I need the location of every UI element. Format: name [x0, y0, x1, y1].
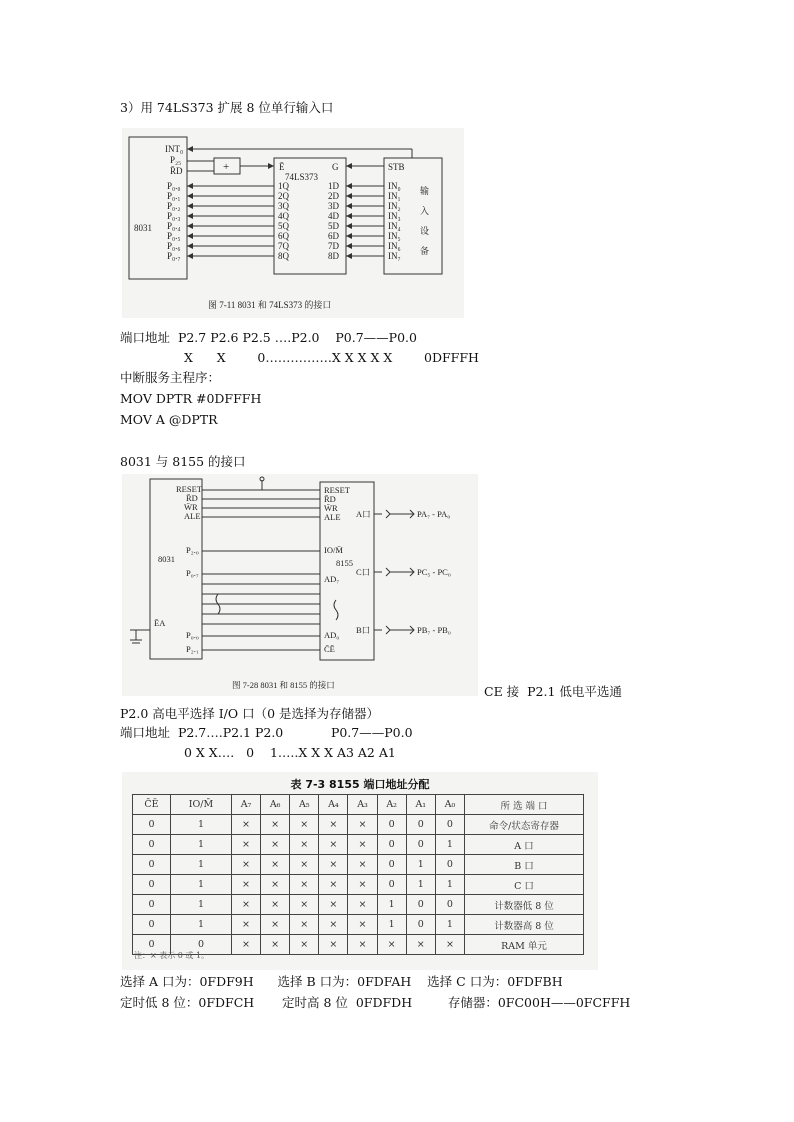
table-cell: × [348, 815, 377, 835]
table-cell: × [231, 815, 260, 835]
heading-8155: 8031 与 8155 的接口 [120, 454, 246, 469]
pin-label: P₀.₀ [167, 181, 181, 191]
port-label: B口 [356, 625, 371, 635]
table-cell: × [261, 895, 290, 915]
header-cell: A₆ [261, 795, 290, 815]
select-line-1: 选择 A 口为：0FDF9H 选择 B 口为：0FDFAH 选择 C 口为：0FDFBH [120, 974, 563, 989]
table-cell: 0 [406, 915, 435, 935]
table-cell: 1 [170, 855, 231, 875]
table-cell: × [406, 935, 435, 955]
table-cell: 0 [406, 835, 435, 855]
device-pin: IN₅ [388, 231, 401, 241]
table-cell: 计数器低 8 位 [465, 895, 584, 915]
table-cell: 0 [377, 815, 406, 835]
pin-label: P₀.₅ [167, 231, 181, 241]
table-cell: × [231, 895, 260, 915]
latch-pin: 4Q [278, 211, 289, 221]
pin-label: P₀.₃ [167, 211, 181, 221]
device-pin: IN₇ [388, 251, 401, 261]
table-cell: × [377, 935, 406, 955]
table-cell: × [290, 835, 319, 855]
latch-pin: 7D [328, 241, 339, 251]
table-cell: × [261, 875, 290, 895]
pin-label: P₀.₆ [167, 241, 181, 251]
port-address-line-3: 端口地址 P2.7….P2.1 P2.0 P0.7——P0.0 [120, 725, 413, 740]
pin-label: R̄D [170, 166, 183, 176]
chip-pin: R̄D [324, 494, 336, 504]
pin-label: INT₀ [165, 144, 184, 154]
header-cell: A₂ [377, 795, 406, 815]
mcu-label-2: 8031 [158, 554, 175, 564]
latch-pin: 6Q [278, 231, 289, 241]
latch-pin: 8Q [278, 251, 289, 261]
table-cell: 1 [435, 835, 464, 855]
port-address-line-4: 0 X X…. 0 1…..X X X A3 A2 A1 [184, 745, 396, 760]
select-line-2: 定时低 8 位：0FDFCH 定时高 8 位 0FDFDH 存储器：0FC00H——0FCFFH [120, 995, 631, 1010]
device-label: 备 [420, 246, 430, 256]
device-pin: IN₃ [388, 211, 401, 221]
table-title: 表 7-3 8155 端口地址分配 [290, 778, 430, 791]
table-cell: 1 [377, 895, 406, 915]
device-label: 入 [420, 206, 430, 216]
table-cell: × [290, 935, 319, 955]
table-cell: × [231, 835, 260, 855]
pin-label: R̄D [186, 493, 198, 503]
table-cell: × [348, 855, 377, 875]
table-cell: 0 [133, 835, 171, 855]
table-cell: × [290, 895, 319, 915]
table-row [133, 875, 584, 895]
latch-pin: 6D [328, 231, 339, 241]
device-pin: IN₆ [388, 241, 401, 251]
ce-note: CE 接 P2.1 低电平选通 [484, 684, 622, 699]
figure-2-caption: 图 7-28 8031 和 8155 的接口 [232, 680, 335, 690]
table-cell: 0 [133, 935, 171, 955]
table-cell: × [290, 855, 319, 875]
header-cell: C̄Ē [133, 795, 171, 815]
table-cell: 0 [377, 875, 406, 895]
device-label: 输 [420, 186, 430, 196]
isr-title: 中断服务主程序： [120, 370, 221, 385]
table-cell: × [319, 935, 348, 955]
address-table [132, 794, 584, 955]
header-cell: A₄ [319, 795, 348, 815]
table-cell: 1 [170, 815, 231, 835]
latch-pin: 5Q [278, 221, 289, 231]
table-cell: × [319, 815, 348, 835]
table-cell: 0 [435, 855, 464, 875]
table-cell: × [348, 935, 377, 955]
table-cell: × [290, 815, 319, 835]
table-cell: × [231, 915, 260, 935]
code-line-2: MOV A @DPTR [120, 412, 218, 427]
table-cell: × [319, 875, 348, 895]
table-cell: 1 [170, 895, 231, 915]
table-cell: × [435, 935, 464, 955]
header-cell: A₃ [348, 795, 377, 815]
device-pin: STB [388, 162, 405, 172]
figure-8031-8155 [122, 474, 478, 696]
header-cell: 所 选 端 口 [465, 795, 584, 815]
table-cell: 0 [435, 895, 464, 915]
latch-pin: 1D [328, 181, 339, 191]
latch-pin: 4D [328, 211, 339, 221]
table-row [133, 815, 584, 835]
table-cell: × [261, 835, 290, 855]
table-cell: × [348, 915, 377, 935]
port-range: PA₇ - PA₀ [417, 509, 451, 519]
circuit-diagram-2 [122, 474, 478, 696]
pin-label: P₀.₄ [167, 221, 181, 231]
table-cell: RAM 单元 [465, 935, 584, 955]
header-cell: A₇ [231, 795, 260, 815]
latch-pin: Ē [279, 162, 285, 172]
chip-pin: IO/M̄ [324, 545, 343, 555]
table-cell: 1 [435, 915, 464, 935]
table-cell: 1 [170, 835, 231, 855]
table-note: 注：× 表示 0 或 1。 [134, 951, 210, 960]
mcu-label-1: 8031 [134, 223, 152, 233]
table-cell: × [261, 855, 290, 875]
pin-label: P₀.₀ [186, 630, 199, 640]
circuit-diagram-1 [122, 128, 464, 318]
table-cell: × [261, 815, 290, 835]
table-cell: 计数器高 8 位 [465, 915, 584, 935]
header-cell: A₁ [406, 795, 435, 815]
pin-label: ALE [184, 511, 201, 521]
table-cell: 0 [435, 815, 464, 835]
device-pin: IN₂ [388, 201, 401, 211]
table-cell: × [319, 855, 348, 875]
latch-pin: 5D [328, 221, 339, 231]
port-range: PB₇ - PB₀ [417, 625, 451, 635]
pin-label: P₂.₁ [186, 644, 199, 654]
code-line-1: MOV DPTR #0DFFFH [120, 391, 262, 406]
table-cell: × [319, 895, 348, 915]
pin-label: P₀.₂ [167, 201, 181, 211]
table-cell: 1 [377, 915, 406, 935]
p20-note: P2.0 高电平选择 I/O 口（0 是选择为存储器） [120, 706, 380, 721]
latch-pin: 1Q [278, 181, 289, 191]
table-cell: × [319, 915, 348, 935]
port-address-table [122, 772, 598, 970]
table-cell: 命令/状态寄存器 [465, 815, 584, 835]
device-label: 设 [420, 226, 430, 236]
table-cell: × [319, 835, 348, 855]
latch-pin: 8D [328, 251, 339, 261]
latch-pin: 2D [328, 191, 339, 201]
pin-label: W̄R [184, 502, 198, 512]
chip-pin: AD₀ [324, 630, 340, 640]
table-cell: 1 [170, 875, 231, 895]
table-cell: × [231, 875, 260, 895]
table-cell: B 口 [465, 855, 584, 875]
pin-label: ĒA [154, 618, 166, 628]
latch-pin: 3D [328, 201, 339, 211]
latch-label: 74LS373 [285, 172, 319, 182]
table-cell: × [290, 915, 319, 935]
table-row [133, 895, 584, 915]
table-cell: × [261, 935, 290, 955]
chip-pin: ALE [324, 512, 341, 522]
latch-pin: G [332, 162, 339, 172]
table-cell: × [261, 915, 290, 935]
port-range: PC₅ - PC₀ [417, 567, 451, 577]
pin-label: P₀.₇ [167, 251, 181, 261]
table-cell: × [348, 895, 377, 915]
table-cell: 1 [170, 915, 231, 935]
pin-label: P₂₅ [170, 155, 182, 165]
table-header-row [133, 795, 584, 815]
port-label: A口 [356, 509, 371, 519]
port-label: C口 [356, 567, 371, 577]
chip-pin: W̄R [324, 503, 338, 513]
heading-74ls373: 3）用 74LS373 扩展 8 位单行输入口 [120, 100, 334, 115]
figure-8031-74ls373 [122, 128, 464, 318]
table-cell: 0 [133, 815, 171, 835]
figure-1-caption: 图 7-11 8031 和 74LS373 的接口 [208, 300, 332, 310]
table-row [133, 835, 584, 855]
chip-pin: C̄Ē [324, 644, 335, 654]
table-cell: × [231, 935, 260, 955]
table-cell: 0 [133, 875, 171, 895]
table-cell: 1 [406, 875, 435, 895]
table-row [133, 915, 584, 935]
pin-label: P₀.₇ [186, 568, 199, 578]
chip-label: 8155 [336, 558, 353, 568]
header-cell: IO/M̄ [170, 795, 231, 815]
table-cell: 1 [406, 855, 435, 875]
table-cell: 0 [377, 835, 406, 855]
table-cell: 0 [133, 855, 171, 875]
table-cell: × [231, 855, 260, 875]
latch-pin: 7Q [278, 241, 289, 251]
table-row [133, 855, 584, 875]
table-cell: 0 [133, 895, 171, 915]
latch-pin: 2Q [278, 191, 289, 201]
table-cell: × [348, 875, 377, 895]
pin-label: P₀.₁ [167, 191, 181, 201]
chip-pin: AD₇ [324, 574, 340, 584]
latch-pin: 3Q [278, 201, 289, 211]
table-cell: C 口 [465, 875, 584, 895]
table-cell: 0 [377, 855, 406, 875]
chip-pin: RESET [324, 485, 350, 495]
table-cell: 0 [406, 895, 435, 915]
device-pin: IN₀ [388, 181, 401, 191]
table-cell: 0 [170, 935, 231, 955]
table-cell: × [290, 875, 319, 895]
pin-label: RESET [176, 484, 202, 494]
or-gate-label: + [223, 161, 230, 173]
port-address-line-1: 端口地址 P2.7 P2.6 P2.5 ….P2.0 P0.7——P0.0 [120, 330, 417, 345]
header-cell: A₀ [435, 795, 464, 815]
device-pin: IN₄ [388, 221, 401, 231]
header-cell: A₅ [290, 795, 319, 815]
table-cell: 0 [406, 815, 435, 835]
table-cell: A 口 [465, 835, 584, 855]
table-cell: × [348, 835, 377, 855]
table-cell: 1 [435, 875, 464, 895]
device-pin: IN₁ [388, 191, 401, 201]
port-address-line-2: X X 0…………….X X X X X 0DFFFH [184, 350, 479, 365]
table-cell: 0 [133, 915, 171, 935]
pin-label: P₂.₀ [186, 545, 199, 555]
